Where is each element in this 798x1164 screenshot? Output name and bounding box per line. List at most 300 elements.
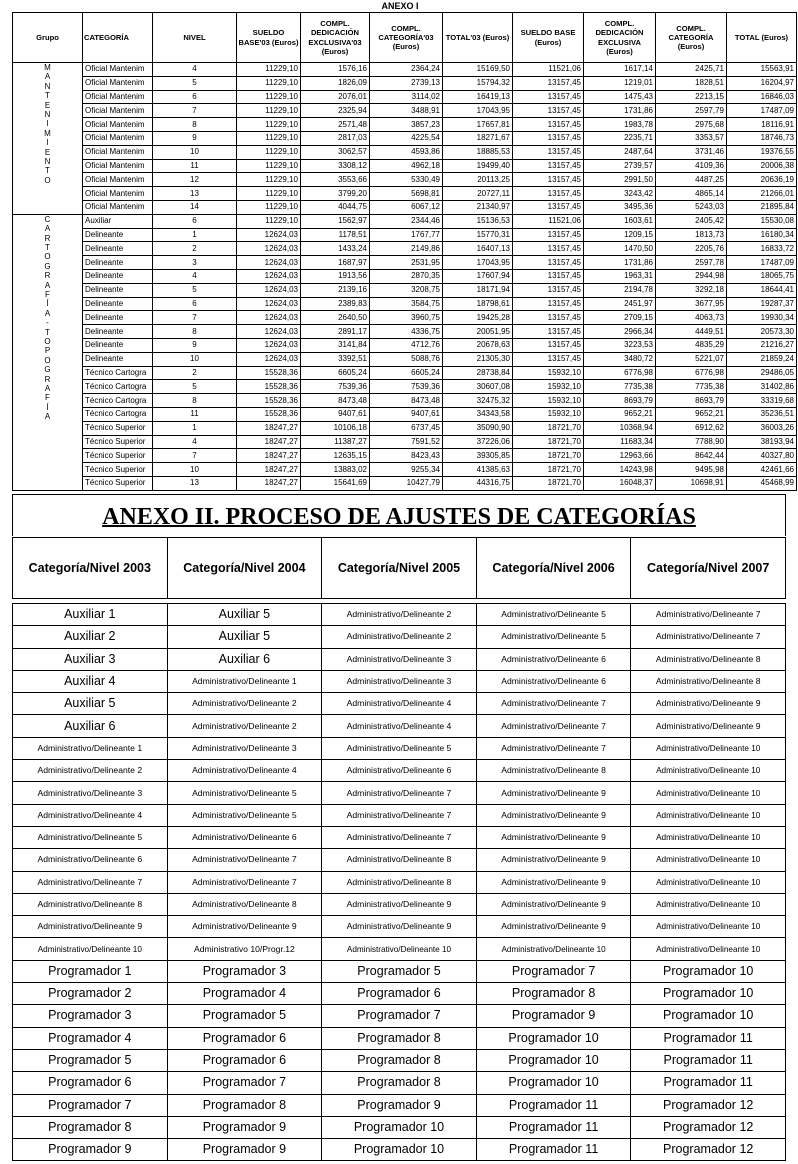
cell-sueldo-base-03: 15528,36 [237, 394, 301, 408]
category-cell-2007: Programador 10 [631, 983, 786, 1005]
cell-compl-categoria: 2944,98 [656, 269, 727, 283]
cell-compl-categoria-03: 2149,86 [370, 242, 443, 256]
cell-total: 21895,84 [727, 200, 797, 214]
category-row [13, 604, 786, 626]
cell-total: 15530,08 [727, 214, 797, 228]
cell-nivel: 5 [153, 76, 237, 90]
category-cell-2007: Administrativo/Delineante 7 [631, 604, 786, 626]
category-table-header [13, 538, 786, 599]
category-cell-2006: Administrativo/Delineante 6 [476, 648, 631, 670]
category-cell-2004: Administrativo/Delineante 2 [167, 693, 322, 715]
category-row [13, 916, 786, 938]
category-cell-2003: Auxiliar 1 [13, 604, 168, 626]
cell-compl-categoria: 8693,79 [656, 394, 727, 408]
cell-compl-dedicacion: 2739,57 [584, 159, 656, 173]
category-row [13, 693, 786, 715]
group-label [13, 214, 83, 490]
cell-nivel: 13 [153, 187, 237, 201]
cell-categoria: Oficial Mantenim [83, 118, 153, 132]
cell-total: 18746,73 [727, 131, 797, 145]
cell-compl-dedicacion: 2966,34 [584, 325, 656, 339]
cell-sueldo-base-03: 18247,27 [237, 476, 301, 490]
salary-row [13, 76, 797, 90]
cell-compl-dedicacion-03: 1913,56 [301, 269, 370, 283]
category-cell-2007: Administrativo/Delineante 10 [631, 938, 786, 960]
category-cell-2006: Administrativo/Delineante 9 [476, 916, 631, 938]
cell-compl-dedicacion-03: 11387,27 [301, 435, 370, 449]
cell-compl-categoria: 4865,14 [656, 187, 727, 201]
category-cell-2005: Programador 7 [322, 1005, 477, 1027]
category-cell-2003: Programador 5 [13, 1049, 168, 1071]
cell-categoria: Delineante [83, 325, 153, 339]
cell-compl-categoria: 9495,98 [656, 463, 727, 477]
group-letter: N [44, 110, 51, 120]
cell-sueldo-base: 13157,45 [513, 200, 584, 214]
cell-compl-categoria: 3292,18 [656, 283, 727, 297]
cell-sueldo-base-03: 11229,10 [237, 104, 301, 118]
cell-compl-categoria-03: 10427,79 [370, 476, 443, 490]
cell-compl-categoria-03: 2364,24 [370, 63, 443, 77]
cell-compl-categoria-03: 4225,54 [370, 131, 443, 145]
cell-total: 19376,55 [727, 145, 797, 159]
cell-compl-categoria: 4063,73 [656, 311, 727, 325]
cell-compl-dedicacion-03: 1576,16 [301, 63, 370, 77]
cell-categoria: Técnico Superior [83, 449, 153, 463]
cell-compl-categoria-03: 2531,95 [370, 256, 443, 270]
category-cell-2004: Administrativo/Delineante 9 [167, 916, 322, 938]
cell-categoria: Delineante [83, 228, 153, 242]
cell-compl-categoria: 2213,15 [656, 90, 727, 104]
cell-compl-categoria-03: 3584,75 [370, 297, 443, 311]
salary-row [13, 242, 797, 256]
category-cell-2007: Administrativo/Delineante 9 [631, 715, 786, 737]
category-cell-2005: Programador 6 [322, 983, 477, 1005]
salary-row [13, 159, 797, 173]
cell-sueldo-base: 13157,45 [513, 173, 584, 187]
cell-nivel: 6 [153, 90, 237, 104]
cell-compl-categoria-03: 3960,75 [370, 311, 443, 325]
cell-compl-dedicacion: 1983,78 [584, 118, 656, 132]
salary-row [13, 118, 797, 132]
cell-categoria: Delineante [83, 283, 153, 297]
cell-total: 19930,34 [727, 311, 797, 325]
cell-compl-dedicacion: 1470,50 [584, 242, 656, 256]
cell-compl-categoria-03: 7539,36 [370, 380, 443, 394]
category-row [13, 1049, 786, 1071]
group-letter: I [46, 138, 49, 148]
category-cell-2004: Auxiliar 5 [167, 626, 322, 648]
cell-compl-categoria: 4109,36 [656, 159, 727, 173]
category-cell-2006: Administrativo/Delineante 9 [476, 782, 631, 804]
group-letter: Í [46, 402, 49, 412]
category-cell-2003: Administrativo/Delineante 10 [13, 938, 168, 960]
cell-compl-categoria-03: 8423,43 [370, 449, 443, 463]
cell-total-03: 21305,30 [443, 352, 513, 366]
cell-total: 45468,99 [727, 476, 797, 490]
category-row [13, 1116, 786, 1138]
category-cell-2007: Administrativo/Delineante 10 [631, 737, 786, 759]
category-row [13, 1094, 786, 1116]
cell-categoria: Delineante [83, 242, 153, 256]
cell-sueldo-base: 13157,45 [513, 90, 584, 104]
group-letter: T [45, 242, 50, 252]
category-cell-2004: Administrativo/Delineante 8 [167, 893, 322, 915]
category-cell-2005: Programador 8 [322, 1072, 477, 1094]
cell-sueldo-base-03: 12624,03 [237, 269, 301, 283]
category-cell-2005: Administrativo/Delineante 7 [322, 804, 477, 826]
cell-compl-dedicacion-03: 2076,01 [301, 90, 370, 104]
cell-compl-dedicacion: 2991,50 [584, 173, 656, 187]
salary-row [13, 256, 797, 270]
cell-sueldo-base-03: 12624,03 [237, 283, 301, 297]
cell-total-03: 17043,95 [443, 104, 513, 118]
cell-compl-categoria-03: 9407,61 [370, 407, 443, 421]
cell-total-03: 37226,06 [443, 435, 513, 449]
cell-nivel: 14 [153, 200, 237, 214]
cell-total: 16846,03 [727, 90, 797, 104]
category-cell-2005: Programador 8 [322, 1049, 477, 1071]
category-row [13, 760, 786, 782]
category-row [13, 826, 786, 848]
cell-total-03: 17607,94 [443, 269, 513, 283]
cell-nivel: 1 [153, 228, 237, 242]
category-row [13, 1139, 786, 1161]
category-cell-2004: Administrativo 10/Progr.12 [167, 938, 322, 960]
category-cell-2003: Auxiliar 5 [13, 693, 168, 715]
cell-compl-dedicacion: 1475,43 [584, 90, 656, 104]
category-cell-2005: Administrativo/Delineante 10 [322, 938, 477, 960]
cell-total-03: 18798,61 [443, 297, 513, 311]
category-cell-2004: Administrativo/Delineante 4 [167, 760, 322, 782]
group-letter: N [44, 81, 51, 91]
cell-nivel: 9 [153, 338, 237, 352]
cell-sueldo-base-03: 18247,27 [237, 435, 301, 449]
category-cell-2004: Programador 8 [167, 1094, 322, 1116]
cell-sueldo-base: 13157,45 [513, 297, 584, 311]
category-row [13, 626, 786, 648]
cell-compl-dedicacion-03: 9407,61 [301, 407, 370, 421]
salary-row [13, 394, 797, 408]
cell-total: 18065,75 [727, 269, 797, 283]
header-year-2006: Categoría/Nivel 2006 [476, 538, 631, 599]
cell-compl-categoria-03: 3114,02 [370, 90, 443, 104]
category-cell-2005: Programador 9 [322, 1094, 477, 1116]
cell-compl-categoria-03: 6737,45 [370, 421, 443, 435]
salary-row [13, 338, 797, 352]
category-cell-2006: Administrativo/Delineante 7 [476, 737, 631, 759]
cell-compl-dedicacion-03: 6605,24 [301, 366, 370, 380]
cell-compl-dedicacion-03: 13883,02 [301, 463, 370, 477]
category-cell-2003: Auxiliar 2 [13, 626, 168, 648]
group-letter: G [44, 261, 51, 271]
category-cell-2005: Administrativo/Delineante 6 [322, 760, 477, 782]
category-row [13, 849, 786, 871]
category-cell-2005: Administrativo/Delineante 8 [322, 871, 477, 893]
cell-categoria: Oficial Mantenim [83, 173, 153, 187]
cell-sueldo-base: 13157,45 [513, 228, 584, 242]
cell-total: 18116,91 [727, 118, 797, 132]
category-cell-2004: Programador 5 [167, 1005, 322, 1027]
group-letter: A [44, 224, 51, 234]
salary-row [13, 283, 797, 297]
category-row [13, 938, 786, 960]
cell-total-03: 21340,97 [443, 200, 513, 214]
cell-total: 16204,97 [727, 76, 797, 90]
cell-total-03: 20678,63 [443, 338, 513, 352]
cell-compl-dedicacion-03: 1433,24 [301, 242, 370, 256]
category-cell-2005: Administrativo/Delineante 7 [322, 782, 477, 804]
cell-sueldo-base-03: 12624,03 [237, 256, 301, 270]
anexo-2 [12, 537, 786, 1161]
group-letter: A [44, 412, 51, 422]
cell-compl-dedicacion: 1963,31 [584, 269, 656, 283]
cell-total-03: 20113,25 [443, 173, 513, 187]
cell-nivel: 12 [153, 173, 237, 187]
cell-categoria: Técnico Cartogra [83, 407, 153, 421]
cell-sueldo-base-03: 12624,03 [237, 325, 301, 339]
cell-sueldo-base: 13157,45 [513, 131, 584, 145]
category-cell-2004: Administrativo/Delineante 6 [167, 826, 322, 848]
cell-compl-categoria-03: 5088,76 [370, 352, 443, 366]
category-cell-2005: Administrativo/Delineante 4 [322, 693, 477, 715]
cell-compl-dedicacion: 8693,79 [584, 394, 656, 408]
category-cell-2007: Administrativo/Delineante 10 [631, 871, 786, 893]
cell-compl-categoria-03: 3857,23 [370, 118, 443, 132]
category-cell-2006: Programador 10 [476, 1049, 631, 1071]
category-cell-2004: Administrativo/Delineante 7 [167, 849, 322, 871]
salary-row [13, 380, 797, 394]
cell-compl-categoria: 1828,51 [656, 76, 727, 90]
category-cell-2006: Administrativo/Delineante 7 [476, 715, 631, 737]
anexo-1 [12, 0, 794, 491]
cell-total: 35236,51 [727, 407, 797, 421]
category-cell-2007: Administrativo/Delineante 7 [631, 626, 786, 648]
salary-row [13, 104, 797, 118]
category-cell-2007: Administrativo/Delineante 10 [631, 782, 786, 804]
cell-sueldo-base-03: 15528,36 [237, 366, 301, 380]
cell-sueldo-base: 13157,45 [513, 187, 584, 201]
group-letter: R [44, 233, 51, 243]
cell-compl-dedicacion: 3480,72 [584, 352, 656, 366]
cell-compl-categoria-03: 5330,49 [370, 173, 443, 187]
category-cell-2005: Administrativo/Delineante 2 [322, 626, 477, 648]
group-letter: - [46, 318, 49, 328]
cell-sueldo-base: 18721,70 [513, 476, 584, 490]
cell-total: 33319,68 [727, 394, 797, 408]
cell-compl-categoria: 8642,44 [656, 449, 727, 463]
cell-sueldo-base: 13157,45 [513, 159, 584, 173]
cell-sueldo-base: 13157,45 [513, 325, 584, 339]
cell-categoria: Técnico Cartogra [83, 366, 153, 380]
cell-compl-dedicacion: 9652,21 [584, 407, 656, 421]
cell-categoria: Delineante [83, 311, 153, 325]
cell-total: 20636,19 [727, 173, 797, 187]
cell-compl-categoria: 10698,91 [656, 476, 727, 490]
category-cell-2004: Programador 6 [167, 1027, 322, 1049]
cell-categoria: Oficial Mantenim [83, 131, 153, 145]
category-cell-2003: Administrativo/Delineante 3 [13, 782, 168, 804]
category-cell-2006: Administrativo/Delineante 8 [476, 760, 631, 782]
cell-categoria: Técnico Superior [83, 421, 153, 435]
cell-sueldo-base-03: 11229,10 [237, 63, 301, 77]
cell-compl-dedicacion: 3495,36 [584, 200, 656, 214]
cell-nivel: 9 [153, 131, 237, 145]
cell-sueldo-base-03: 15528,36 [237, 407, 301, 421]
cell-sueldo-base-03: 11229,10 [237, 173, 301, 187]
header-year-2007: Categoría/Nivel 2007 [631, 538, 786, 599]
cell-sueldo-base-03: 11229,10 [237, 118, 301, 132]
cell-compl-dedicacion: 6776,98 [584, 366, 656, 380]
cell-total-03: 39305,85 [443, 449, 513, 463]
cell-sueldo-base: 13157,45 [513, 352, 584, 366]
category-cell-2007: Administrativo/Delineante 10 [631, 849, 786, 871]
cell-nivel: 7 [153, 311, 237, 325]
category-cell-2004: Programador 4 [167, 983, 322, 1005]
cell-sueldo-base: 15932,10 [513, 380, 584, 394]
group-letter: M [44, 63, 51, 72]
cell-compl-dedicacion-03: 1562,97 [301, 214, 370, 228]
salary-row [13, 366, 797, 380]
cell-categoria: Delineante [83, 297, 153, 311]
group-letter: Í [46, 299, 49, 309]
cell-compl-categoria-03: 8473,48 [370, 394, 443, 408]
cell-compl-dedicacion: 3223,53 [584, 338, 656, 352]
cell-compl-dedicacion: 2451,97 [584, 297, 656, 311]
cell-compl-dedicacion-03: 7539,36 [301, 380, 370, 394]
group-letter: F [45, 290, 50, 300]
category-cell-2007: Programador 11 [631, 1049, 786, 1071]
cell-categoria: Auxiliar [83, 214, 153, 228]
category-cell-2006: Programador 8 [476, 983, 631, 1005]
cell-total-03: 15794,32 [443, 76, 513, 90]
category-row [13, 871, 786, 893]
group-letter: G [44, 365, 51, 375]
category-cell-2006: Administrativo/Delineante 10 [476, 938, 631, 960]
cell-total: 17487,09 [727, 104, 797, 118]
cell-nivel: 10 [153, 145, 237, 159]
cell-sueldo-base: 13157,45 [513, 283, 584, 297]
cell-sueldo-base-03: 18247,27 [237, 449, 301, 463]
cell-nivel: 2 [153, 366, 237, 380]
category-cell-2005: Administrativo/Delineante 4 [322, 715, 477, 737]
cell-categoria: Oficial Mantenim [83, 159, 153, 173]
category-cell-2006: Administrativo/Delineante 5 [476, 604, 631, 626]
cell-compl-categoria: 2205,76 [656, 242, 727, 256]
cell-total-03: 35090,90 [443, 421, 513, 435]
cell-compl-dedicacion-03: 3392,51 [301, 352, 370, 366]
header-compl-categoria-03: COMPL. CATEGORÍA'03 (Euros) [370, 13, 443, 63]
category-cell-2007: Administrativo/Delineante 10 [631, 916, 786, 938]
cell-nivel: 6 [153, 214, 237, 228]
salary-row [13, 463, 797, 477]
category-cell-2003: Programador 3 [13, 1005, 168, 1027]
category-cell-2003: Programador 7 [13, 1094, 168, 1116]
category-cell-2003: Programador 4 [13, 1027, 168, 1049]
cell-sueldo-base: 18721,70 [513, 421, 584, 435]
cell-compl-dedicacion-03: 3553,66 [301, 173, 370, 187]
category-cell-2003: Administrativo/Delineante 5 [13, 826, 168, 848]
category-cell-2007: Administrativo/Delineante 8 [631, 670, 786, 692]
category-cell-2005: Programador 10 [322, 1139, 477, 1161]
cell-total-03: 41385,63 [443, 463, 513, 477]
cell-compl-dedicacion: 7735,38 [584, 380, 656, 394]
cell-nivel: 11 [153, 159, 237, 173]
cell-sueldo-base-03: 11229,10 [237, 131, 301, 145]
cell-total-03: 32475,32 [443, 394, 513, 408]
category-cell-2007: Administrativo/Delineante 8 [631, 648, 786, 670]
salary-row [13, 476, 797, 490]
salary-row [13, 435, 797, 449]
cell-sueldo-base-03: 11229,10 [237, 159, 301, 173]
cell-categoria: Oficial Mantenim [83, 145, 153, 159]
cell-total-03: 18885,53 [443, 145, 513, 159]
cell-total-03: 18271,67 [443, 131, 513, 145]
cell-sueldo-base: 13157,45 [513, 104, 584, 118]
category-cell-2003: Programador 6 [13, 1072, 168, 1094]
cell-compl-categoria-03: 1767,77 [370, 228, 443, 242]
cell-total-03: 20051,95 [443, 325, 513, 339]
category-cell-2006: Programador 11 [476, 1094, 631, 1116]
cell-nivel: 13 [153, 476, 237, 490]
cell-sueldo-base-03: 12624,03 [237, 311, 301, 325]
cell-compl-categoria-03: 6605,24 [370, 366, 443, 380]
category-cell-2006: Programador 7 [476, 960, 631, 982]
cell-compl-dedicacion: 16048,37 [584, 476, 656, 490]
group-letter: O [44, 175, 51, 185]
cell-sueldo-base: 13157,45 [513, 242, 584, 256]
header-year-2004: Categoría/Nivel 2004 [167, 538, 322, 599]
category-cell-2006: Administrativo/Delineante 6 [476, 670, 631, 692]
salary-row [13, 297, 797, 311]
anexo-2-title [12, 494, 786, 536]
group-letter: P [44, 346, 51, 356]
cell-compl-categoria: 2405,42 [656, 214, 727, 228]
cell-sueldo-base: 13157,45 [513, 145, 584, 159]
category-cell-2003: Programador 8 [13, 1116, 168, 1138]
cell-total-03: 18171,94 [443, 283, 513, 297]
cell-sueldo-base-03: 18247,27 [237, 421, 301, 435]
cell-compl-dedicacion: 14243,98 [584, 463, 656, 477]
cell-compl-categoria-03: 4336,75 [370, 325, 443, 339]
cell-compl-dedicacion-03: 10106,18 [301, 421, 370, 435]
cell-compl-dedicacion: 2235,71 [584, 131, 656, 145]
cell-compl-categoria-03: 4593,86 [370, 145, 443, 159]
category-cell-2006: Administrativo/Delineante 9 [476, 826, 631, 848]
category-cell-2004: Administrativo/Delineante 1 [167, 670, 322, 692]
category-cell-2004: Administrativo/Delineante 2 [167, 715, 322, 737]
cell-compl-dedicacion-03: 1826,09 [301, 76, 370, 90]
cell-nivel: 4 [153, 63, 237, 77]
cell-nivel: 5 [153, 380, 237, 394]
cell-total: 40327,80 [727, 449, 797, 463]
category-cell-2005: Administrativo/Delineante 3 [322, 670, 477, 692]
cell-compl-categoria-03: 2344,46 [370, 214, 443, 228]
category-cell-2004: Programador 3 [167, 960, 322, 982]
category-cell-2003: Auxiliar 4 [13, 670, 168, 692]
salary-row [13, 352, 797, 366]
cell-sueldo-base: 13157,45 [513, 269, 584, 283]
cell-compl-categoria: 4449,51 [656, 325, 727, 339]
cell-total-03: 15770,31 [443, 228, 513, 242]
group-letter: A [44, 384, 51, 394]
category-cell-2004: Auxiliar 6 [167, 648, 322, 670]
header-year-2005: Categoría/Nivel 2005 [322, 538, 477, 599]
header-total: TOTAL (Euros) [727, 13, 797, 63]
cell-total-03: 15136,53 [443, 214, 513, 228]
cell-compl-categoria-03: 2739,13 [370, 76, 443, 90]
cell-sueldo-base: 18721,70 [513, 449, 584, 463]
cell-total-03: 28738,84 [443, 366, 513, 380]
